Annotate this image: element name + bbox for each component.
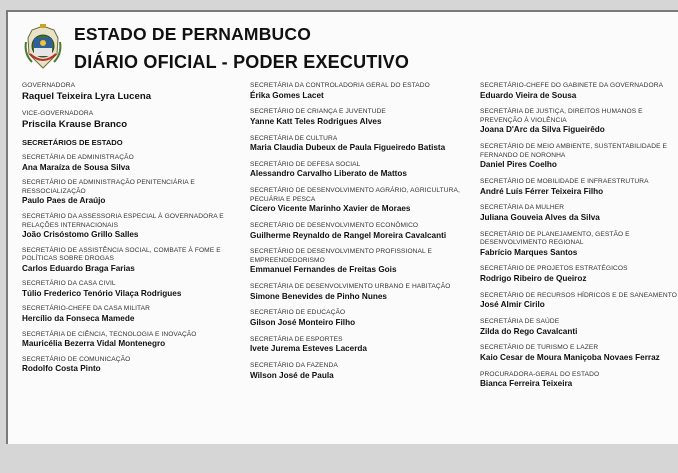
state-title: ESTADO DE PERNAMBUCO	[74, 24, 312, 44]
entry-name: Raquel Teixeira Lyra Lucena	[22, 90, 152, 102]
entry-name: Maria Claudia Dubeux de Paula Figueiredo Batista	[250, 143, 446, 153]
entry-name: Fabrício Marques Santos	[480, 247, 578, 257]
entry-name: Zilda do Rego Cavalcanti	[480, 326, 578, 336]
entry-role: SECRETÁRIO-CHEFE DA CASA MILITAR	[22, 305, 151, 313]
entry-name: João Crisóstomo Grillo Salles	[22, 230, 139, 240]
secretary-entry	[480, 292, 678, 311]
secretary-entry	[22, 213, 244, 241]
entry-role: GOVERNADORA	[22, 82, 76, 89]
secretary-entry	[480, 108, 678, 136]
entry-role: SECRETÁRIO DE DESENVOLVIMENTO ECONÔMICO	[250, 222, 419, 229]
entry-role: SECRETÁRIO DE MOBILIDADE E INFRAESTRUTURA	[480, 178, 649, 186]
entry-name: Alessandro Carvalho Liberato de Mattos	[250, 169, 407, 179]
entry-name: Carlos Eduardo Braga Farias	[22, 263, 135, 273]
entry-role: SECRETÁRIO DE DESENVOLVIMENTO PROFISSIONAL E EMPREENDEDORISMO	[250, 248, 432, 264]
entry-role: SECRETÁRIO DA ASSESSORIA ESPECIAL À GOVERNADORA E RELAÇÕES INTERNACIONAIS	[22, 212, 224, 229]
secretary-entry	[22, 305, 244, 324]
secretary-entry	[480, 344, 678, 363]
coat-of-arms-icon	[24, 24, 62, 72]
secretary-entry	[250, 336, 480, 355]
entry-role: SECRETÁRIO DE PROJETOS ESTRATÉGICOS	[480, 265, 628, 273]
entry-name: Guilherme Reynaldo de Rangel Moreira Cavalcanti	[250, 230, 447, 240]
column-3	[480, 82, 678, 397]
secretary-entry	[480, 178, 678, 197]
entry-name: Paulo Paes de Araújo	[22, 196, 106, 206]
entry-name: Juliana Gouveia Alves da Silva	[480, 212, 600, 222]
entry-name: Bianca Ferreira Teixeira	[480, 379, 573, 389]
entry-name: Érika Gomes Lacet	[250, 90, 324, 100]
entry-role: SECRETÁRIO-CHEFE DO GABINETE DA GOVERNADORA	[480, 82, 664, 89]
secretary-entry	[22, 356, 244, 375]
secretary-entry	[480, 371, 678, 390]
entry-name: Mauricélia Bezerra Vidal Montenegro	[22, 339, 166, 349]
entry-name: Emmanuel Fernandes de Freitas Gois	[250, 265, 397, 275]
secretary-entry	[22, 154, 244, 173]
entry-role: SECRETÁRIO DE MEIO AMBIENTE, SUSTENTABILIDADE E FERNANDO DE NORONHA	[480, 143, 668, 159]
entry-role: SECRETÁRIO DE ADMINISTRAÇÃO PENITENCIÁRIA E RESSOCIALIZAÇÃO	[22, 179, 195, 195]
secretary-entry	[480, 318, 678, 337]
entry-name: Cícero Vicente Marinho Xavier de Moraes	[250, 204, 411, 214]
secretary-entry	[250, 222, 480, 241]
entry-role: SECRETÁRIO DE RECURSOS HÍDRICOS E DE SANEAMENTO	[480, 291, 677, 299]
entry-name: Hercílio da Fonseca Mamede	[22, 314, 135, 324]
entry-role: SECRETÁRIO DE CRIANÇA E JUVENTUDE	[250, 108, 386, 116]
vice-governor-entry	[22, 110, 244, 130]
entry-name: Gilson José Monteiro Filho	[250, 318, 356, 328]
entry-name: Priscila Krause Branco	[22, 118, 128, 130]
entry-role: VICE-GOVERNADORA	[22, 110, 94, 118]
secretary-entry	[22, 247, 244, 275]
entry-role: SECRETÁRIO DE PLANEJAMENTO, GESTÃO E DESENVOLVIMENTO REGIONAL	[480, 230, 630, 247]
entry-role: SECRETÁRIO DA FAZENDA	[250, 362, 338, 369]
gazette-title: DIÁRIO OFICIAL - PODER EXECUTIVO	[74, 52, 410, 72]
secretary-entry	[22, 331, 244, 350]
secretary-entry	[250, 108, 480, 127]
secretary-entry	[250, 161, 480, 180]
entry-name: Rodolfo Costa Pinto	[22, 364, 101, 374]
gazette-page	[6, 10, 678, 444]
secretary-entry	[480, 265, 678, 284]
secretary-entry	[22, 280, 244, 299]
entry-role: SECRETÁRIO DE ASSISTÊNCIA SOCIAL, COMBATE À FOME E POLÍTICAS SOBRE DROGAS	[22, 246, 221, 263]
secretary-entry	[250, 283, 480, 302]
entry-role: SECRETÁRIO DE COMUNICAÇÃO	[22, 355, 131, 363]
entry-role: SECRETÁRIA DE CIÊNCIA, TECNOLOGIA E INOVAÇÃO	[22, 330, 197, 338]
secretary-entry	[250, 82, 480, 101]
entry-role: SECRETÁRIO DE TURISMO E LAZER	[480, 344, 599, 352]
entry-name: Ana Maraíza de Sousa Silva	[22, 162, 130, 172]
secretary-entry	[480, 143, 678, 171]
governor-entry	[22, 82, 244, 102]
column-1	[22, 82, 244, 381]
secretary-entry	[250, 309, 480, 328]
entry-role: SECRETÁRIA DE JUSTIÇA, DIREITOS HUMANOS E PREVENÇÃO À VIOLÊNCIA	[480, 108, 643, 124]
entry-name: José Almir Cirilo	[480, 300, 545, 310]
entry-role: SECRETÁRIA DE CULTURA	[250, 134, 338, 142]
secretary-entry	[250, 362, 480, 381]
entry-name: Eduardo Vieira de Sousa	[480, 90, 577, 100]
secretary-entry	[250, 248, 480, 276]
entry-name: Yanne Katt Teles Rodrigues Alves	[250, 116, 382, 126]
entry-role: SECRETÁRIO DE DESENVOLVIMENTO AGRÁRIO, AGRICULTURA, PECUÁRIA E PESCA	[250, 187, 460, 203]
secretary-entry	[22, 179, 244, 207]
entry-name: André Luís Férrer Teixeira Filho	[480, 186, 604, 196]
secretary-entry	[250, 135, 480, 154]
entry-role: PROCURADORA-GERAL DO ESTADO	[480, 370, 600, 378]
secretary-entry	[480, 82, 678, 101]
entry-role: SECRETÁRIA DA CONTROLADORIA GERAL DO ESTADO	[250, 82, 430, 89]
entry-role: SECRETÁRIA DE ESPORTES	[250, 335, 343, 343]
entry-role: SECRETÁRIO DE EDUCAÇÃO	[250, 309, 346, 317]
entry-name: Joana D'Arc da Silva Figueirêdo	[480, 125, 605, 135]
entry-name: Rodrigo Ribeiro de Queiroz	[480, 274, 587, 284]
entry-role: SECRETÁRIO DA CASA CIVIL	[22, 280, 116, 288]
entry-name: Daniel Pires Coelho	[480, 160, 557, 170]
column-2	[250, 82, 480, 388]
entry-role: SECRETÁRIA DE DESENVOLVIMENTO URBANO E HABITAÇÃO	[250, 283, 451, 291]
secretary-entry	[250, 187, 480, 215]
secretaries-heading: SECRETÁRIOS DE ESTADO	[22, 138, 123, 148]
entry-name: Túlio Frederico Tenório Vilaça Rodrigues	[22, 288, 182, 298]
entry-name: Kaio Cesar de Moura Maniçoba Novaes Ferraz	[480, 352, 660, 362]
entry-role: SECRETÁRIA DE ADMINISTRAÇÃO	[22, 154, 134, 162]
entry-role: SECRETÁRIA DE SAÚDE	[480, 318, 560, 326]
entry-name: Ivete Jurema Esteves Lacerda	[250, 344, 367, 354]
entry-name: Wilson José de Paula	[250, 370, 334, 380]
entry-role: SECRETÁRIA DA MULHER	[480, 204, 565, 212]
secretary-entry	[480, 204, 678, 223]
entry-role: SECRETÁRIO DE DEFESA SOCIAL	[250, 160, 361, 168]
entry-name: Simone Benevides de Pinho Nunes	[250, 291, 387, 301]
secretary-entry	[480, 231, 678, 259]
